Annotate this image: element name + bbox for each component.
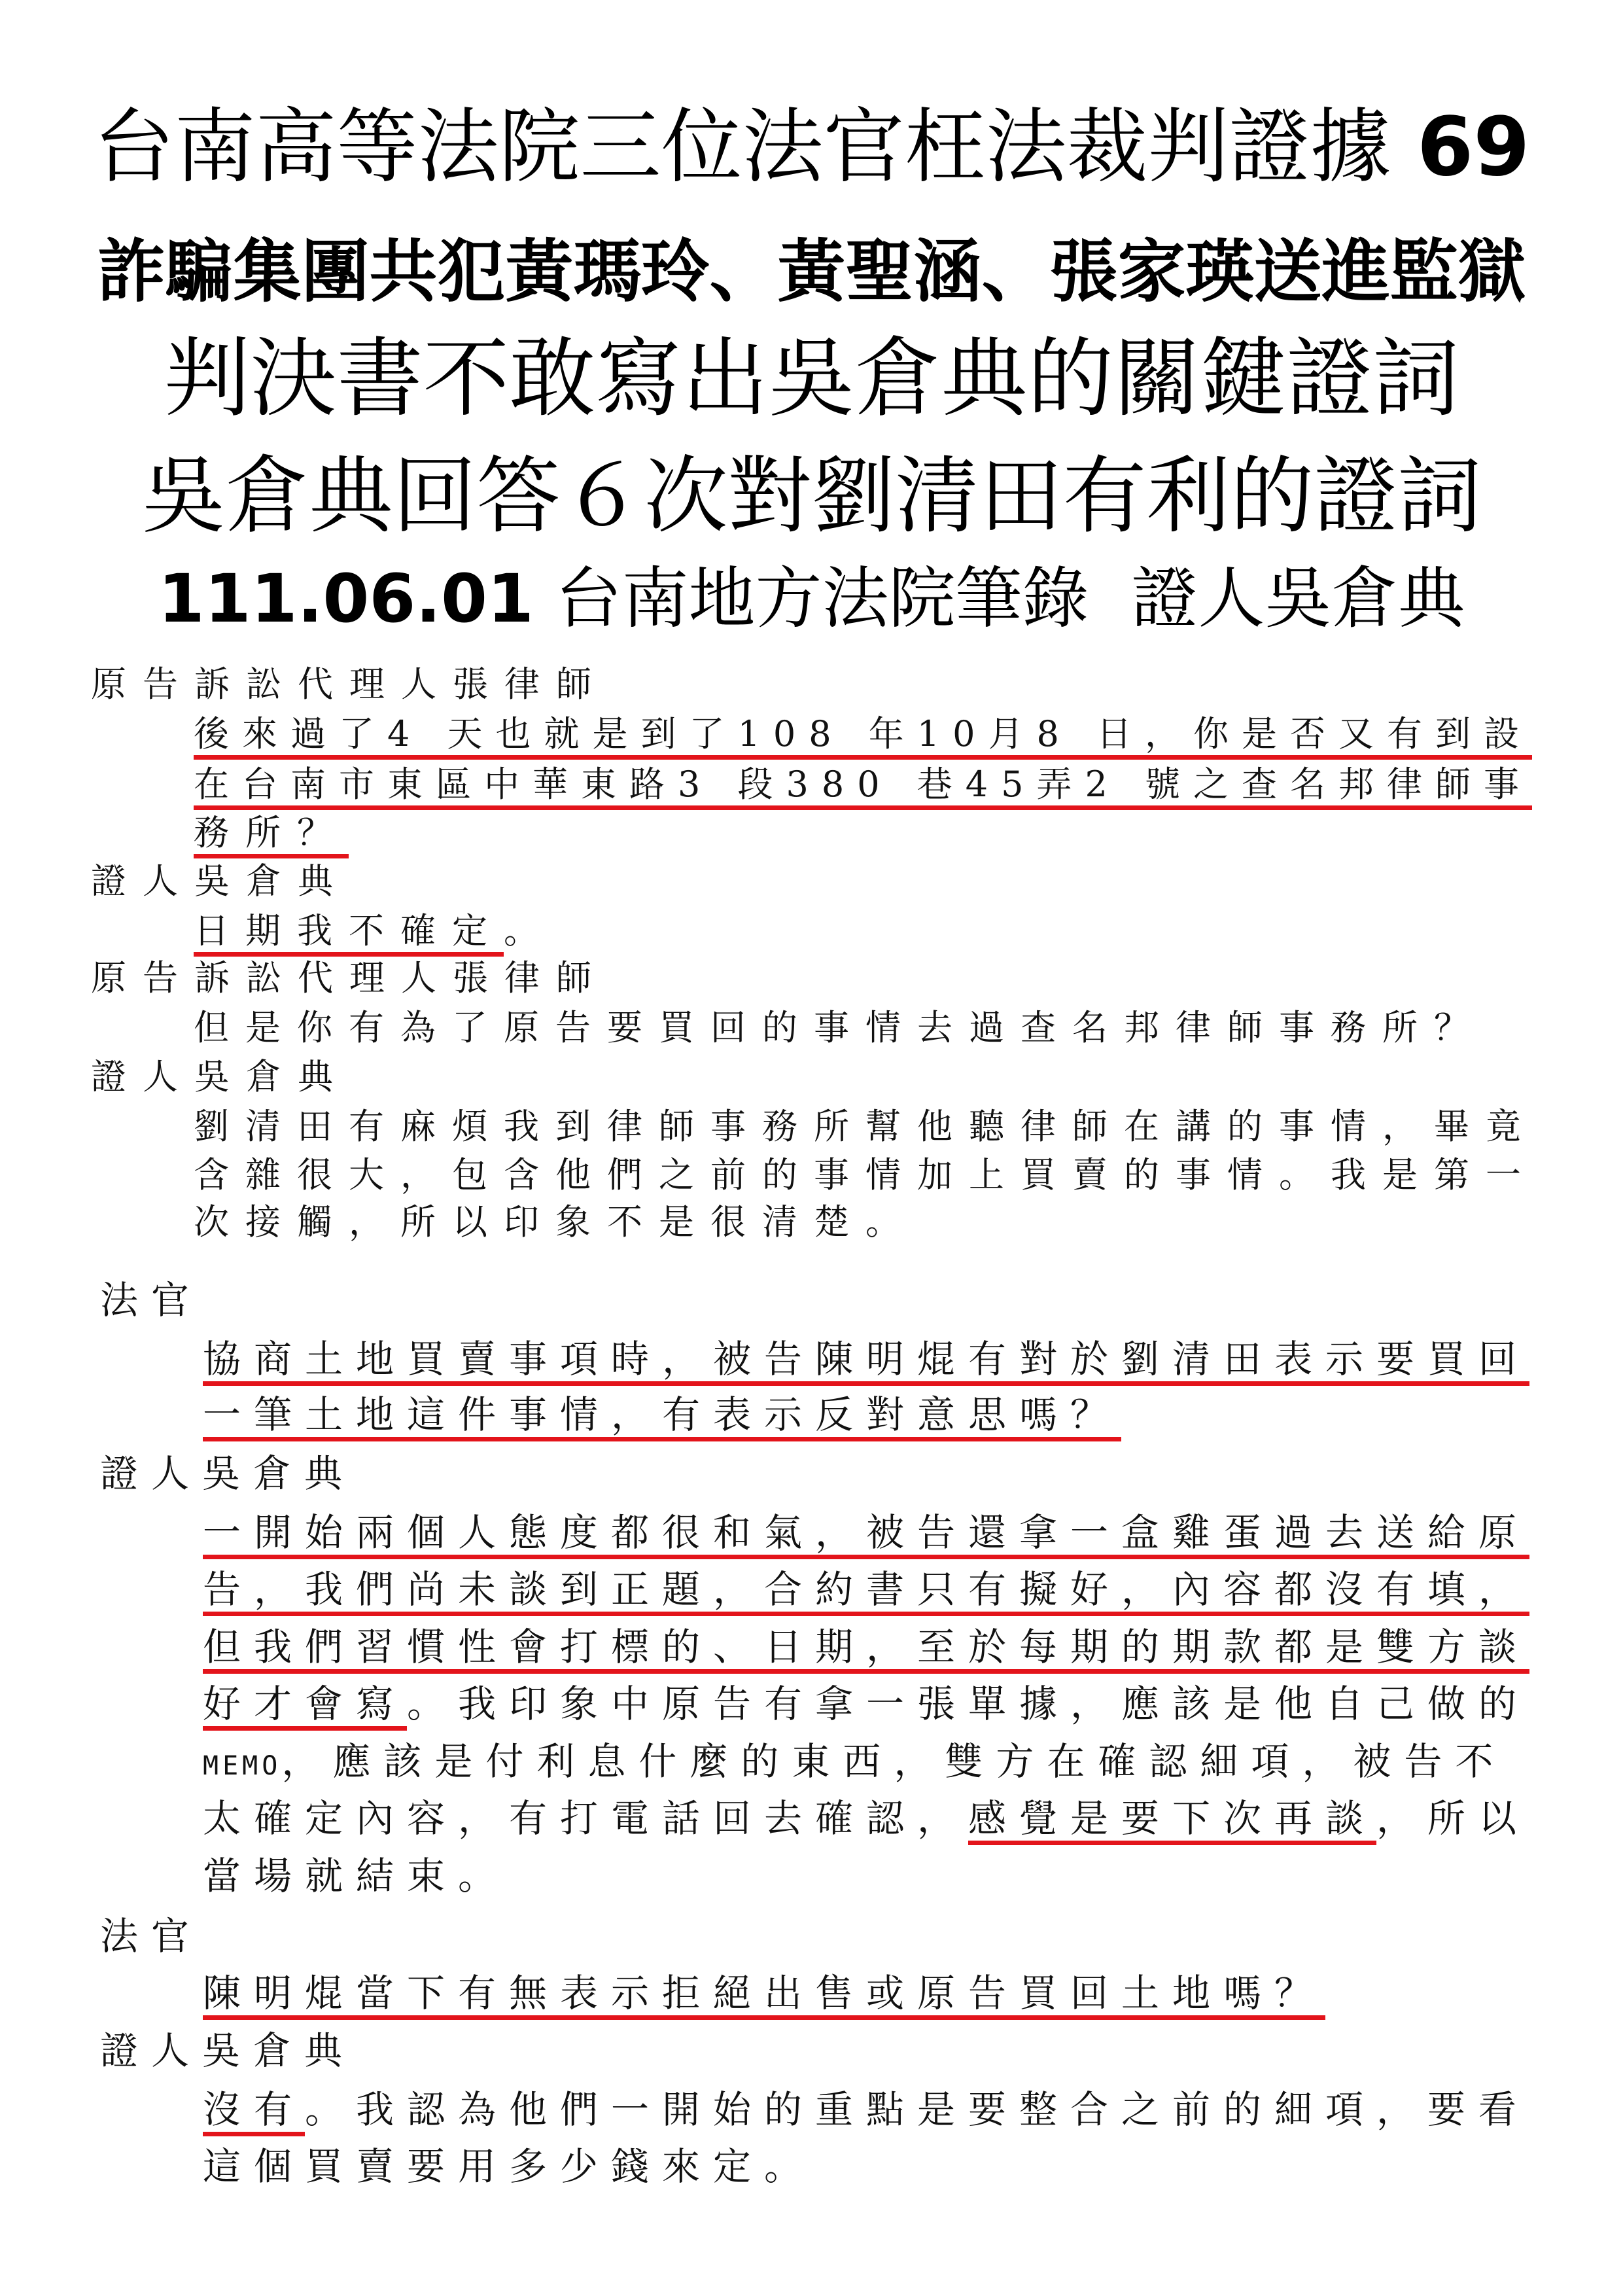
evidence-number: 69 (1416, 100, 1530, 194)
highlighted-text: 一筆土地這件事情，有表示反對意思嗎？ (203, 1392, 1122, 1437)
highlighted-text: 在台南市東區中華東路3 段380 巷45弄2 號之查名邦律師事 (194, 764, 1532, 805)
highlighted-text: 日期我不確定 (194, 910, 504, 951)
transcript-line (194, 1149, 1537, 1201)
transcript-line (203, 1621, 1529, 1673)
transcript-line (203, 1506, 1529, 1559)
transcript-line (203, 1388, 1121, 1441)
transcript-line (203, 2140, 815, 2193)
speaker-label: 證人吳倉典 (100, 2028, 356, 2073)
speaker-label: 法官 (100, 1278, 203, 1322)
highlighted-text: 但我們習慣性會打標的、日期，至於每期的期款都是雙方談 (203, 1625, 1530, 1669)
title-line-1-text: 台南高等法院三位法官枉法裁判證據 (93, 100, 1391, 194)
plain-text: 次接觸，所以印象不是很清楚。 (194, 1201, 917, 1243)
transcript-line (194, 807, 349, 859)
speaker-label: 原告訴訟代理人張律師 (91, 957, 608, 998)
transcript-line (194, 1196, 917, 1248)
transcript-line (194, 758, 1532, 811)
speaker-label: 法官 (100, 1914, 203, 1958)
transcript-line (203, 1333, 1529, 1385)
transcript-line (203, 2083, 1529, 2136)
highlighted-text: 感覺是要下次再談 (968, 1796, 1377, 1841)
highlighted-text: 告，我們尚未談到正題，合約書只有擬好，內容都沒有填， (203, 1567, 1530, 1612)
highlighted-text: 好才會寫 (203, 1682, 408, 1726)
plain-text: 。我認為他們一開始的重點是要整合之前的細項，要看 (305, 2087, 1530, 2132)
title-line-2: 詐騙集團共犯黃瑪玲、黃聖涵、張家瑛送進監獄 (97, 232, 1526, 311)
plain-text: 。我印象中原告有拿一張單據，應該是他自己做的 (407, 1682, 1530, 1726)
plain-text: 但是你有為了原告要買回的事情去過查名邦律師事務所？ (194, 1007, 1486, 1048)
transcript-line (203, 1563, 1529, 1616)
speaker-label: 證人吳倉典 (91, 860, 349, 902)
transcript-line (194, 708, 1532, 760)
speaker-label: 證人吳倉典 (100, 1451, 356, 1496)
highlighted-text: 一開始兩個人態度都很和氣，被告還拿一盒雞蛋過去送給原 (203, 1510, 1530, 1555)
highlighted-text: 協商土地買賣事項時，被告陳明焜有對於劉清田表示要買回 (203, 1337, 1530, 1381)
title-line-3: 判決書不敢寫出吳倉典的關鍵證詞 (164, 328, 1459, 429)
transcript-line (203, 1850, 509, 1902)
title-line-4: 吳倉典回答６次對劉清田有利的證詞 (141, 448, 1482, 545)
record-date: 111.06.01 (158, 560, 534, 638)
plain-text: 。 (504, 910, 555, 951)
plain-text: 當場就結束。 (203, 1854, 510, 1898)
transcript-line (194, 1002, 1486, 1054)
transcript-line (203, 1735, 1506, 1788)
memo-text: MEMO (203, 1751, 282, 1781)
highlighted-text: 務所？ (194, 812, 349, 853)
transcript-line (203, 1967, 1325, 2019)
title-line-5 (0, 560, 1623, 639)
speaker-label: 原告訴訟代理人張律師 (91, 663, 608, 705)
record-source: 台南地方法院筆錄 證人吳倉典 (555, 560, 1465, 638)
title-line-1 (0, 101, 1623, 193)
transcript-line (194, 905, 555, 957)
speaker-label: 證人吳倉典 (91, 1056, 349, 1097)
plain-text: ，應該是付利息什麼的東西，雙方在確認細項，被告不 (281, 1739, 1507, 1784)
plain-text: 太確定內容，有打電話回去確認， (203, 1796, 969, 1841)
plain-text: ，所以 (1376, 1796, 1530, 1841)
highlighted-text: 後來過了4 天也就是到了108 年10月8 日，你是否又有到設 (194, 713, 1532, 754)
highlighted-text: 陳明焜當下有無表示拒絕出售或原告買回土地嗎？ (203, 1971, 1326, 2015)
transcript-line (194, 1101, 1537, 1153)
plain-text: 含雜很大，包含他們之前的事情加上買賣的事情。我是第一 (194, 1154, 1537, 1195)
transcript-line (203, 1678, 1529, 1730)
plain-text: 劉清田有麻煩我到律師事務所幫他聽律師在講的事情，畢竟 (194, 1106, 1537, 1147)
plain-text: 這個買賣要用多少錢來定。 (203, 2144, 816, 2189)
transcript-line (203, 1792, 1529, 1845)
highlighted-text: 沒有 (203, 2087, 305, 2132)
